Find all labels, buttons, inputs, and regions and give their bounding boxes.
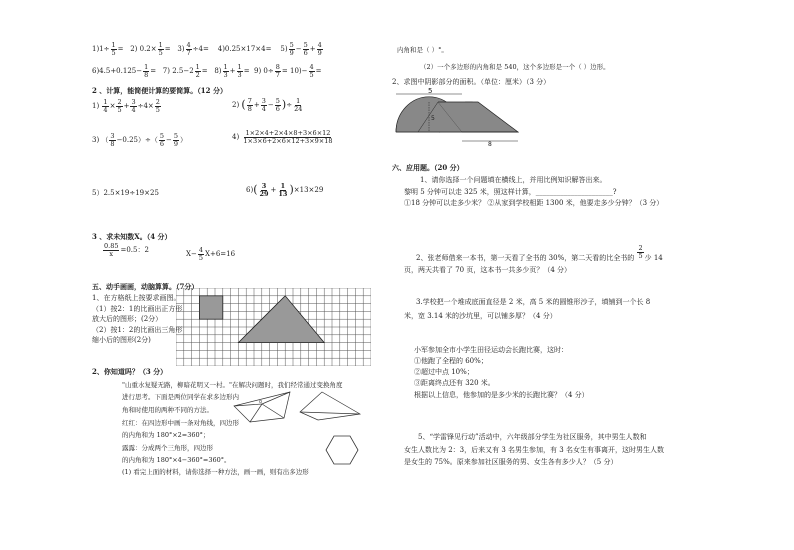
calc-2: 2) ( $\frac{7}{8}$ + $\frac{3}{4}$ − $\frac{5}{6}$ )÷ $\frac{1}{24}$ xyxy=(232,97,303,113)
poem-text-2: 进行思考。下面是两位同学在求多边形内 xyxy=(122,393,239,401)
hong-method-2: 的内角和为 180°×2=360°； xyxy=(122,431,210,439)
lu-method-1: 露露：分成两个三角形，四边形 xyxy=(122,444,213,452)
app-5-line-b: 女生人数比为 2：3，后来又有 3 名男生参加，有 3 名女生有事离开，这时男生人数 xyxy=(404,446,664,454)
app-1-line-a: 1、请你选择一个问题填在横线上，并用比例知识解答出来。 xyxy=(420,176,607,184)
reading-question: (1) 看完上面的材料，请你选择一种方法，画一画，则有出多边形 xyxy=(122,468,309,476)
app-4-line-e: 根据以上信息，他参加的是多少米的长跑比赛？（4 分） xyxy=(414,391,589,399)
square-shape xyxy=(199,296,222,319)
polygon-figures xyxy=(230,384,365,476)
hexagon-figure xyxy=(326,436,358,464)
top-question-1: 内角和是（ ）°。 xyxy=(397,46,448,54)
problem-5: 5) xyxy=(280,45,288,53)
problem-6: 6)4.5+0.125− xyxy=(92,67,143,75)
app-2-line-b: 页，两天共看了 70 页，这本书一共多少页？（4 分） xyxy=(404,266,572,274)
lu-method-2: 的内角和为 180°×4−360°=360°。 xyxy=(122,456,231,464)
problem-3: 3) xyxy=(177,45,185,53)
dimension-label-base: 8 xyxy=(488,141,492,148)
fraction: $\frac{4}{7}$ xyxy=(186,41,191,57)
quadrilateral-figure-2 xyxy=(300,392,360,420)
dimension-label-height: 5 xyxy=(431,115,435,122)
problem-2: 2) 0.2× xyxy=(130,45,157,53)
app-1-line-c: ①18 分钟可以走多少米？ ②从家到学校相距 1300 米，他要走多少分钟？（3 分） xyxy=(404,199,664,207)
fraction: $\frac{1}{5}$ xyxy=(158,41,163,57)
app-2-line-a: 2、张老师借来一本书，第一天看了全书的 30%，第二天看的比全书的 $\frac{2}{5}$ 少 14 xyxy=(416,244,663,262)
oral-calc-row-2: 6)4.5+0.125− $\frac{1}{8}$ = 7) 2.5−2 $\frac{1}{2}$ = 8) $\frac{1}{3}$ + $\frac{1}{3}$ = 9) 0÷ $\frac{8}{7}$ = 10)− $\frac{4}{5}$ = xyxy=(92,63,322,79)
app-3-line-b: 米，宽 3.14 米的沙坑里，可以铺多厚？（4 分） xyxy=(404,312,557,320)
app-4-line-d: ③距离终点还有 320 米。 xyxy=(414,379,495,387)
app-4-line-c: ②超过中点 10%； xyxy=(414,368,474,376)
hong-method-1: 红红：在四边形中画一条对角线，四边形 xyxy=(122,419,239,427)
problem-1: 1)1÷ xyxy=(92,45,110,53)
problem-7: 7) 2.5−2 xyxy=(162,67,194,75)
know-title: 2、你知道吗？（3 分） xyxy=(92,367,168,376)
draw-instruction-1: 1、在方格纸上按要求画图。 xyxy=(92,294,181,302)
calc-4: 4) $\frac{1\times 2\times 4+2\times 4\times 8+3\times 6\times 12}{1\times 3\times 6+2\times 6\times 12+3\times 9\times 18}$ xyxy=(232,129,333,145)
poem-text-3: 角和时使用的两种不同的方法。 xyxy=(122,406,213,414)
poem-text: "山重水复疑无路，柳暗花明又一村。"在解决问题时，我们经常通过变换角度 xyxy=(122,381,343,389)
equation-2: X− $\frac{4}{5}$ X+6=16 xyxy=(186,246,236,262)
top-question-2: （2）一个多边形的内角和是 540，这个多边形是一个（ ）边形。 xyxy=(420,63,610,71)
dimension-label-top: 5 xyxy=(428,87,433,95)
app-1-line-b: 黎明 5 分钟可以走 325 米，照这样计算，______________________? xyxy=(404,188,617,196)
area-title: 2、求图中阴影部分的面积。（单位：厘米）（3 分） xyxy=(392,78,551,86)
grid-paper[interactable] xyxy=(176,288,371,366)
section-5-title: 五、动手画画，动脑算算。（7分） xyxy=(92,282,199,291)
draw-instruction-3: 放大后的图形；(2分） xyxy=(92,315,163,323)
problem-4: 4)0.25×17×4= xyxy=(217,45,272,53)
calc-3: 3) （ $\frac{3}{8}$ −0.25）÷（ $\frac{5}{6}$ − $\frac{5}{9}$ ） xyxy=(92,132,188,148)
app-4-line-b: ①他跑了全程的 60%； xyxy=(414,357,488,365)
svg-text:o: o xyxy=(259,399,263,405)
app-5-line-a: 5、“学雷锋见行动”活动中，六年级部分学生为社区服务，其中男生人数和 xyxy=(418,433,647,441)
app-4-line-a: 小军参加全市小学生田径运动会长跑比赛，这时： xyxy=(414,346,568,354)
section-2-title: 2 、计算，能简便计算的要简算。（12 分） xyxy=(92,86,227,95)
section-6-title: 六、应用题。（20 分） xyxy=(392,163,464,172)
draw-instruction-4: （2）按1：2的比画出三角形 xyxy=(92,326,183,334)
calc-6: 6)( $\frac{3}{29}$ + $\frac{1}{13}$ )×13×29 xyxy=(246,182,324,198)
problem-10: 10)− xyxy=(289,67,308,75)
shaded-area-figure xyxy=(388,86,528,150)
calc-5: 5）2.5×19÷19×25 xyxy=(92,189,159,197)
fraction: $\frac{1}{5}$ xyxy=(111,41,116,57)
oral-calc-row-1: 1)1÷ $\frac{1}{5}$ = 2) 0.2× $\frac{1}{5}$ = 3) $\frac{4}{7}$ ÷4= 4)0.25×17×4= 5) $\frac{5}{9}$ − $\frac{5}{6}$ + $\frac{4}{9}$ xyxy=(92,41,322,57)
quadrilateral-figure-1 xyxy=(234,392,290,422)
app-5-line-c: 是女生的 75%。原来参加社区服务的男、女生各有多少人？（5 分） xyxy=(404,458,618,466)
draw-instruction-2: （1）按2：1的比画出正方形 xyxy=(92,305,183,313)
section-3-title: 3 、求未知数X。（4 分） xyxy=(92,232,172,241)
problem-9: 9) 0÷ xyxy=(254,67,274,75)
equation-1: $\frac{0.85}{x}$ =0.5：2 xyxy=(104,242,149,258)
problem-8: 8) xyxy=(214,67,222,75)
app-3-line-a: 3.学校把一个堆成底面直径是 2 米，高 5 米的圆锥形沙子，填铺到一个长 8 xyxy=(416,298,651,306)
calc-1: 1) $\frac{1}{4}$ × $\frac{2}{5}$ + $\frac{3}{4}$ ÷4× $\frac{2}{5}$ xyxy=(92,98,160,114)
draw-instruction-5: 缩小后的图形(2分) xyxy=(92,336,151,344)
